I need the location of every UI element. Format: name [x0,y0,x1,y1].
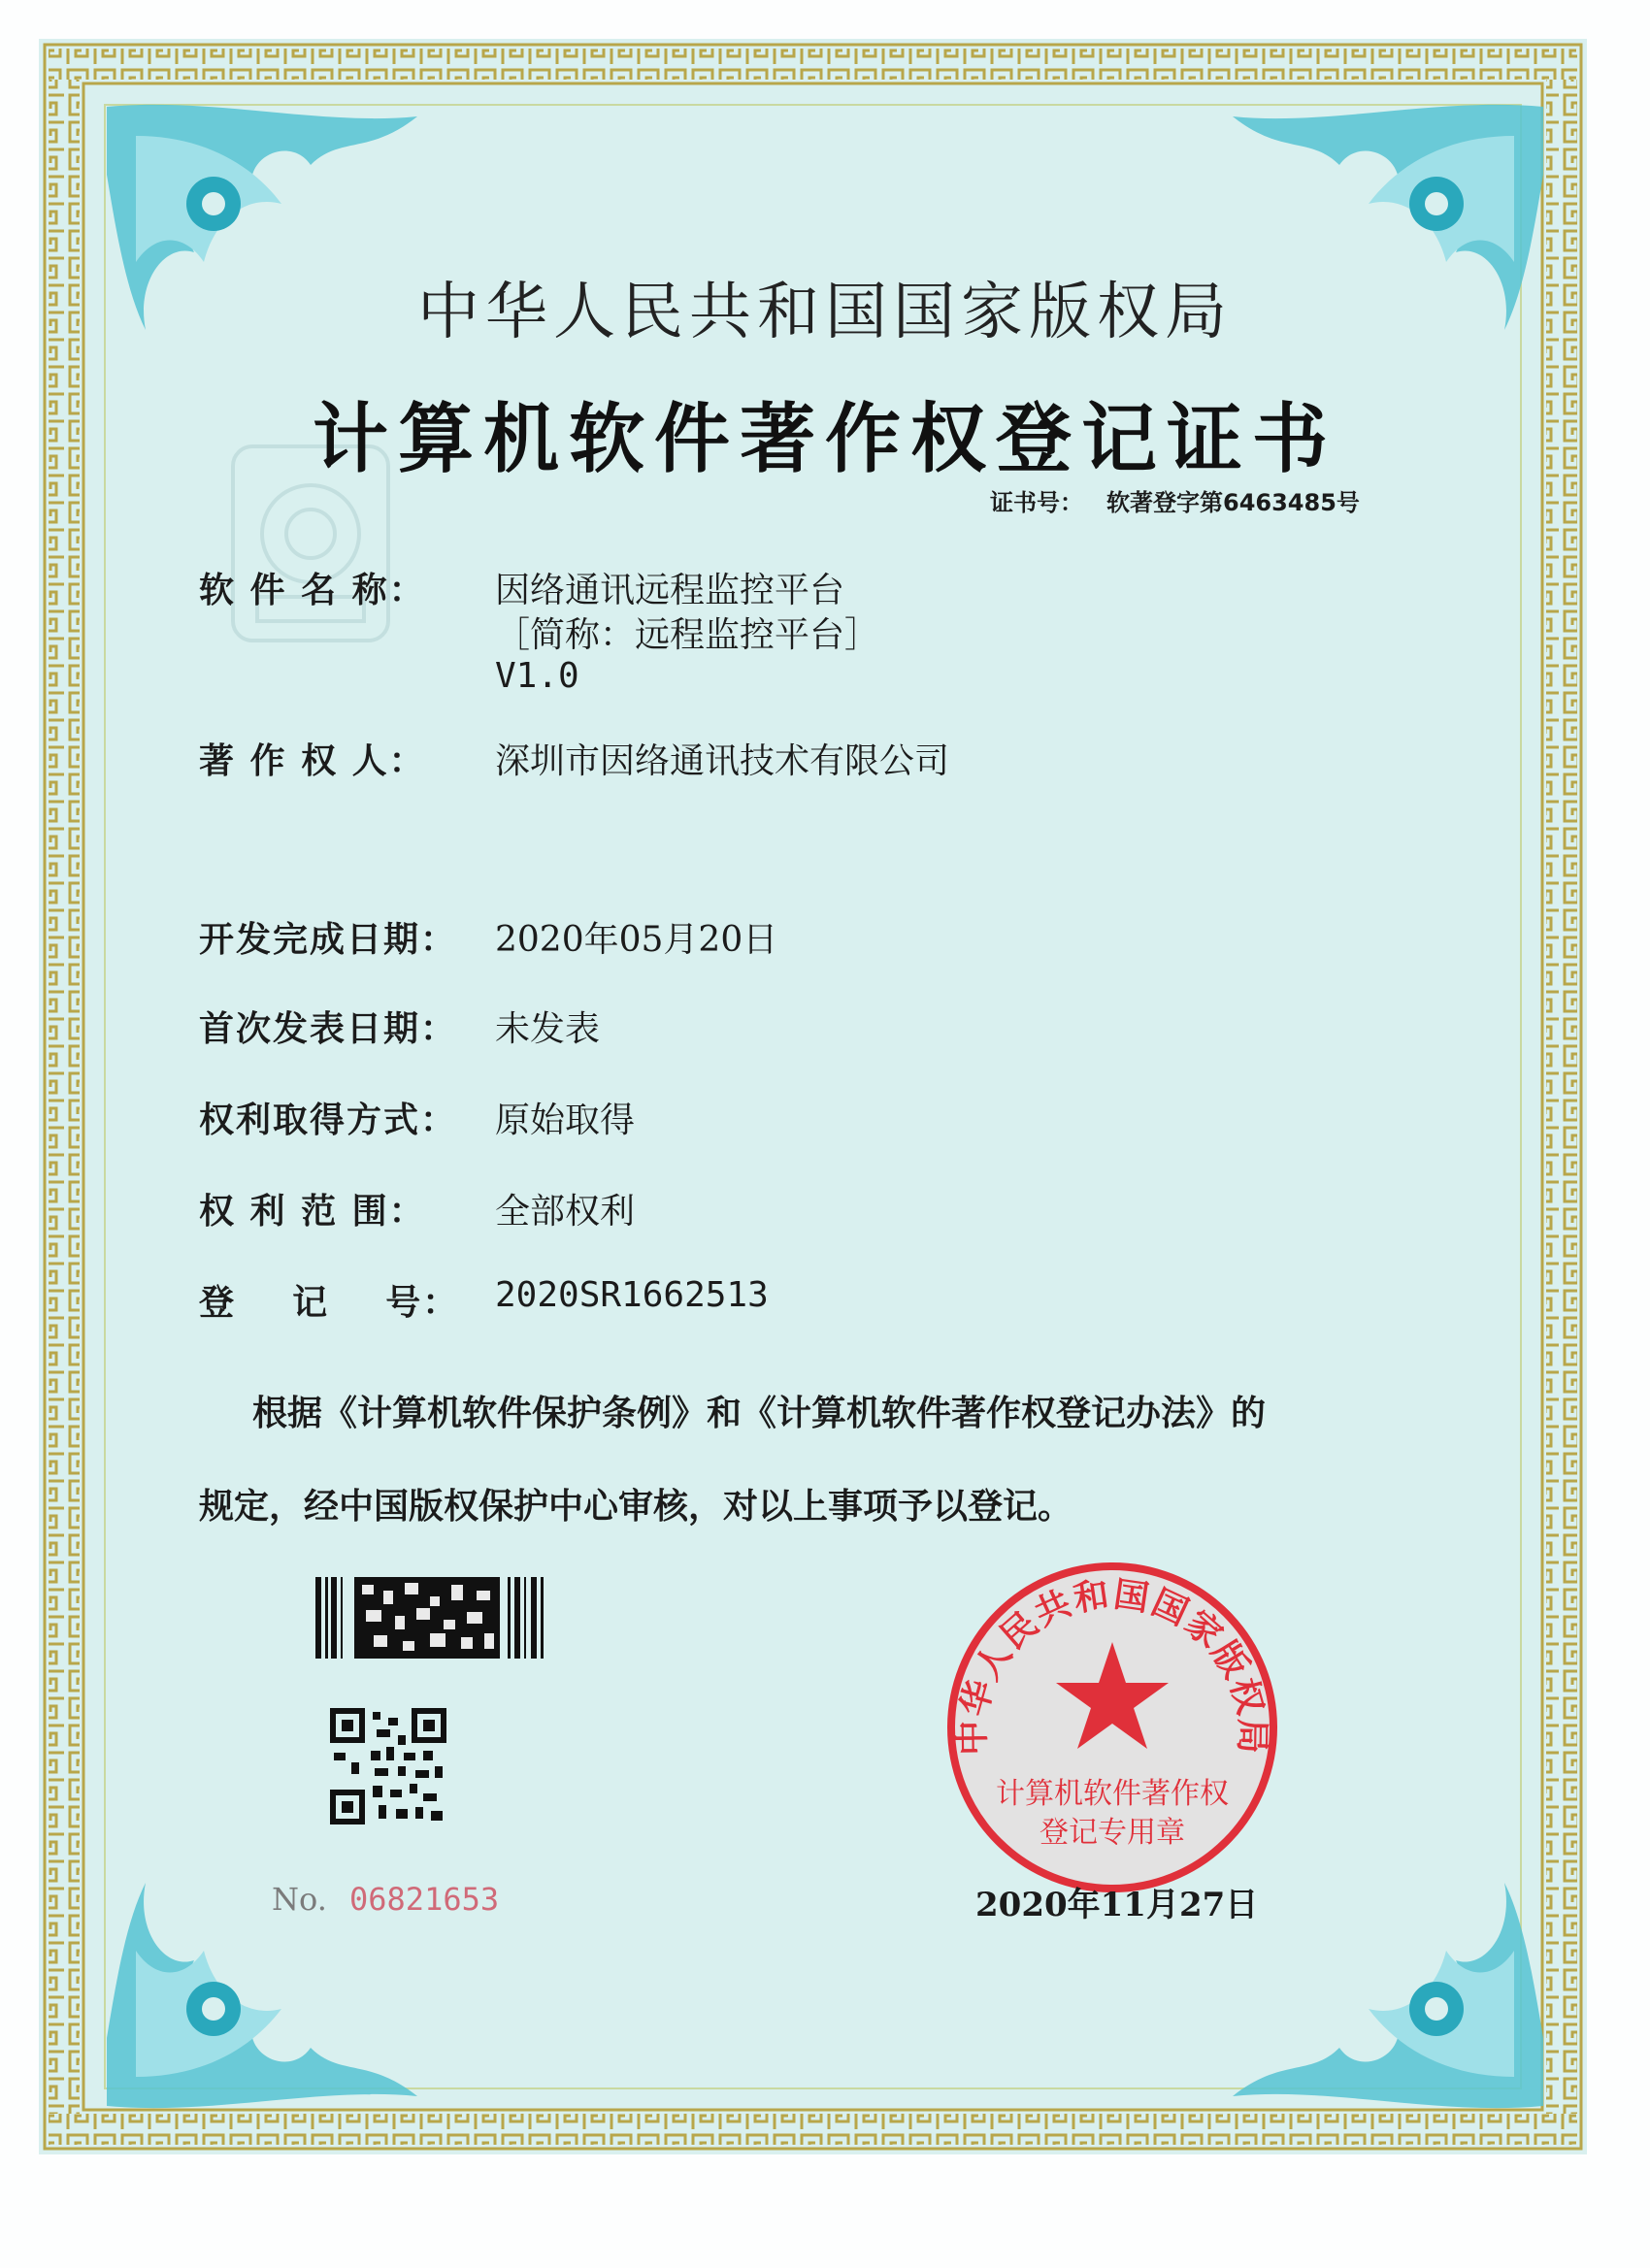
software-name-label: 软 件 名 称： [199,570,426,610]
certificate-title: 计算机软件著作权登记证书 [312,395,1337,483]
rights-scope-label: 权 利 范 围： [199,1191,426,1232]
seal-outer-text: 中华人民共和国国家版权局 [951,1573,1273,1757]
corner-ornament-bottom-left [97,1824,427,2116]
official-seal [938,1553,1287,1902]
serial-number-label: No. [272,1881,327,1918]
acquisition-method-value: 原始取得 [495,1101,636,1140]
certificate-number-value: 软著登字第6463485号 [1106,489,1360,516]
seal-inner-line-2: 登记专用章 [1040,1816,1185,1850]
seal-inner-line-1: 计算机软件著作权 [996,1777,1229,1811]
certificate-number-label: 证书号： [990,489,1083,516]
rights-scope-value: 全部权利 [495,1192,636,1232]
statement-line-1: 根据《计算机软件保护条例》和《计算机软件著作权登记办法》的 [252,1393,1267,1433]
issuer-title: 中华人民共和国国家版权局 [417,277,1233,348]
registration-number-value: 2020SR1662513 [495,1275,769,1315]
issue-date: 2020年11月27日 [975,1886,1259,1924]
completion-date-value: 2020年05月20日 [495,920,778,960]
qr-code [330,1708,446,1824]
software-short-name: ［简称：远程监控平台］ [495,615,880,655]
serial-number-value: 06821653 [349,1881,500,1918]
copyright-owner-label: 著 作 权 人： [199,740,426,781]
software-version: V1.0 [495,656,579,696]
completion-date-label: 开发完成日期： [199,919,458,960]
first-publication-value: 未发表 [495,1009,601,1049]
copyright-owner-value: 深圳市因络通讯技术有限公司 [495,741,950,781]
first-publication-label: 首次发表日期： [199,1008,458,1049]
acquisition-method-label: 权利取得方式： [199,1100,458,1140]
statement-line-2: 规定，经中国版权保护中心审核，对以上事项予以登记。 [199,1486,1073,1527]
software-name-value: 因络通讯远程监控平台 [495,571,845,610]
barcode [315,1577,548,1659]
registration-number-label: 登 记 号： [199,1282,460,1323]
